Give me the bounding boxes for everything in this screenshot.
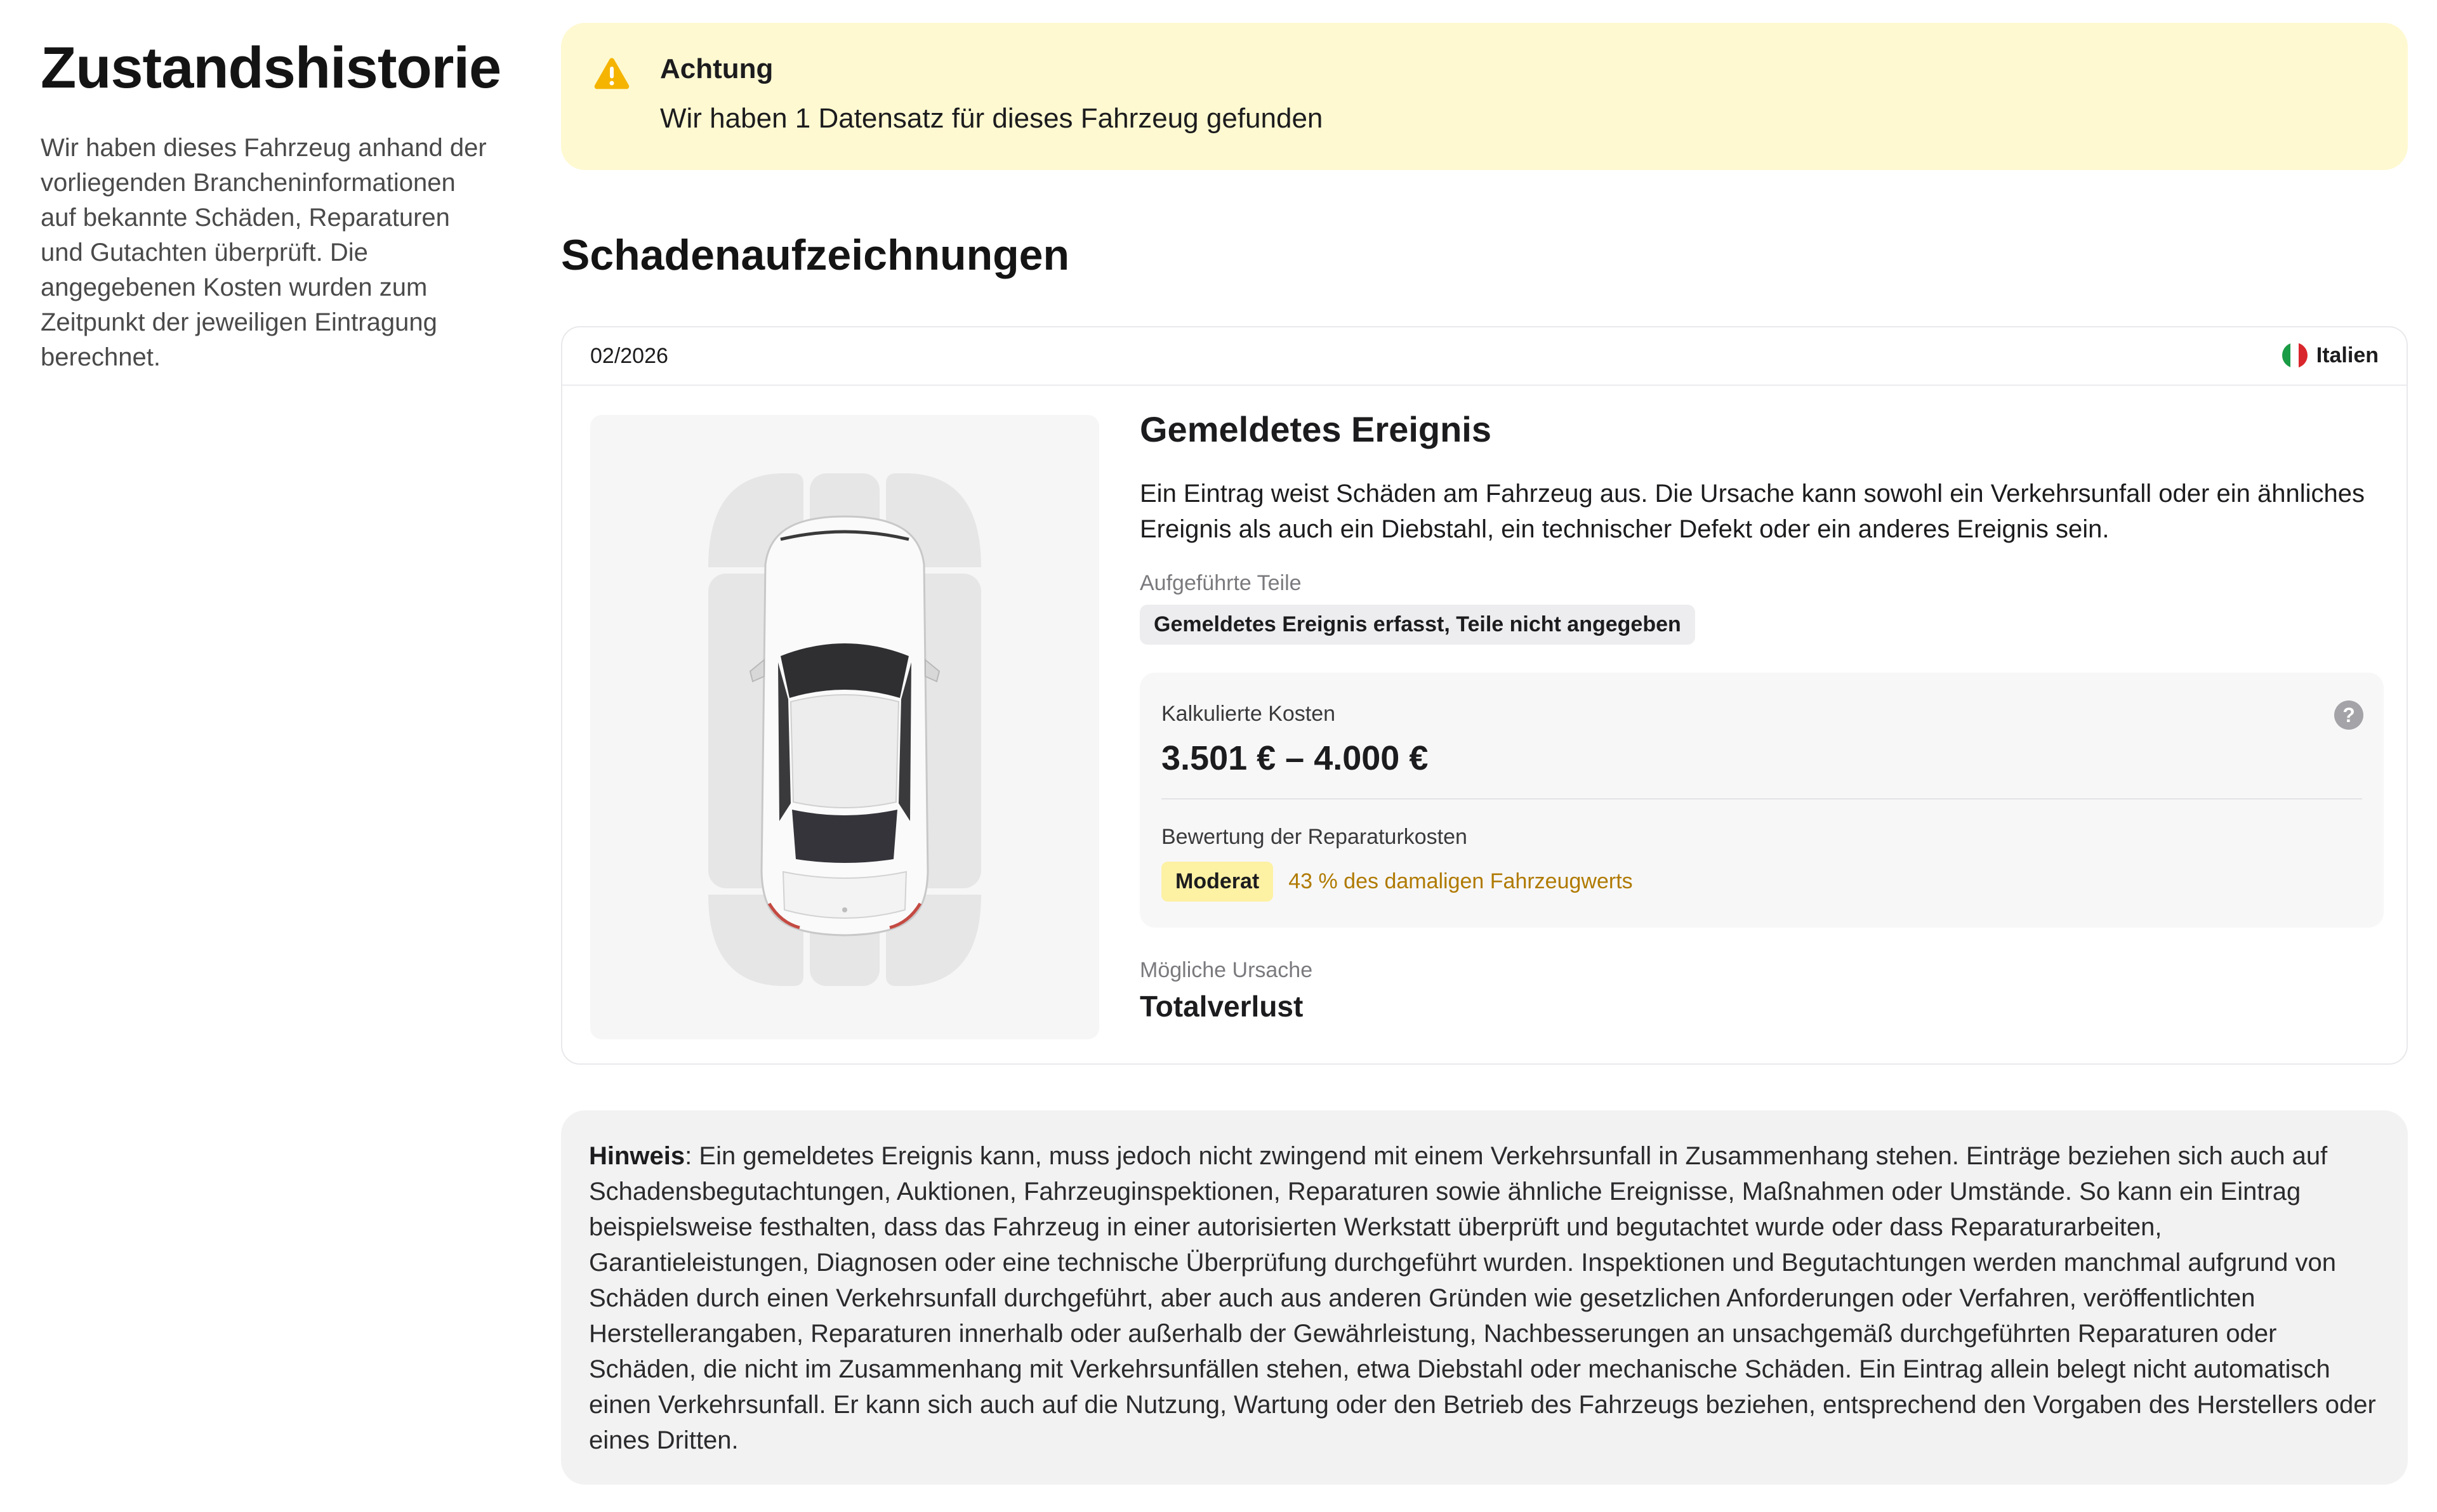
cause-value: Totalverlust (1140, 990, 1304, 1023)
event-description: Ein Eintrag weist Schäden am Fahrzeug aus. Die Ursache kann sowohl ein Verkehrsunfall oder ein ähnliches Ereignis als auch ein Diebstahl, ein technischer Defekt oder ein anderes Ereignis sein. (1140, 480, 2365, 543)
intro-text: Wir haben dieses Fahrzeug anhand der vorliegenden Brancheninformationen auf bekannte Schäden, Reparaturen und Gutachten überprüft. Die angegebenen Kosten wurden zum Zeitpunkt der jeweiligen Eintragung berechnet. (41, 134, 487, 371)
cost-box (1140, 673, 2384, 928)
event-title: Gemeldetes Ereignis (1140, 409, 1492, 449)
record-header (562, 327, 2407, 386)
note-label: Hinweis (589, 1142, 685, 1170)
left-column (41, 33, 529, 375)
rating-label: Bewertung der Reparaturkosten (1161, 825, 1467, 849)
alert-title: Achtung (660, 53, 774, 84)
attention-alert (561, 23, 2408, 170)
car-damage-diagram (590, 415, 1099, 1039)
question-mark-icon[interactable]: ? (2334, 700, 2363, 730)
rating-row (1161, 862, 1633, 902)
rating-percent: 43 % des damaligen Fahrzeugwerts (1288, 869, 1633, 893)
cause-label: Mögliche Ursache (1140, 958, 1313, 982)
note-box (561, 1110, 2408, 1485)
car-top-view-icon (590, 415, 1099, 1039)
alert-text: Wir haben 1 Datensatz für dieses Fahrzeug gefunden (660, 103, 1323, 134)
warning-triangle-icon (593, 55, 631, 93)
rating-badge: Moderat (1161, 862, 1273, 902)
damage-record-card (561, 326, 2408, 1065)
record-date: 02/2026 (590, 344, 668, 368)
right-column (561, 23, 2408, 1485)
parts-chip: Gemeldetes Ereignis erfasst, Teile nicht angegeben (1140, 605, 1695, 645)
page-title: Zustandshistorie (41, 36, 501, 100)
cost-divider (1161, 798, 2362, 799)
cost-label: Kalkulierte Kosten (1161, 702, 1336, 726)
record-country (2282, 343, 2379, 368)
italy-flag-icon (2282, 343, 2308, 368)
cost-value: 3.501 € – 4.000 € (1161, 739, 1429, 777)
note-text: : Ein gemeldetes Ereignis kann, muss jedoch nicht zwingend mit einem Verkehrsunfall in Zusammenhang stehen. Einträge beziehen sich auch auf Schadensbegutachtungen, Auktionen, Fahrzeuginspektionen, Reparaturen sowie ähnliche Ereignisse, Maßnahmen oder Umstände. So kann ein Eintrag beispielsweise festhalten, dass das Fahrzeug in einer autorisierten Werkstatt überprüft und begutachtet wurde oder dass Reparaturarbeiten, Garantieleistungen, Diagnosen oder eine technische Überprüfung durchgeführt wurden. Inspektionen und Begutachtungen werden manchmal aufgrund von Schäden durch einen Verkehrsunfall durchgeführt, aber auch aus anderen Gründen wie gesetzlichen Anforderungen oder Verfahren, veröffentlichten Herstellerangaben, Reparaturen innerhalb oder außerhalb der Gewährleistung, Nachbesserungen an unsachgemäß durchgeführten Reparaturen oder Schäden, die nicht im Zusammenhang mit Verkehrsunfällen stehen, etwa Diebstahl oder mechanische Schäden. Ein Eintrag allein belegt nicht automatisch einen Verkehrsunfall. Er kann sich auch auf die Nutzung, Wartung oder den Betrieb des Fahrzeugs beziehen, entsprechend den Vorgaben des Herstellers oder eines Dritten. (589, 1142, 2376, 1454)
record-details (1140, 407, 2384, 1023)
country-label: Italien (2316, 343, 2379, 367)
parts-label: Aufgeführte Teile (1140, 571, 1302, 595)
section-title: Schadenaufzeichnungen (561, 231, 1069, 279)
